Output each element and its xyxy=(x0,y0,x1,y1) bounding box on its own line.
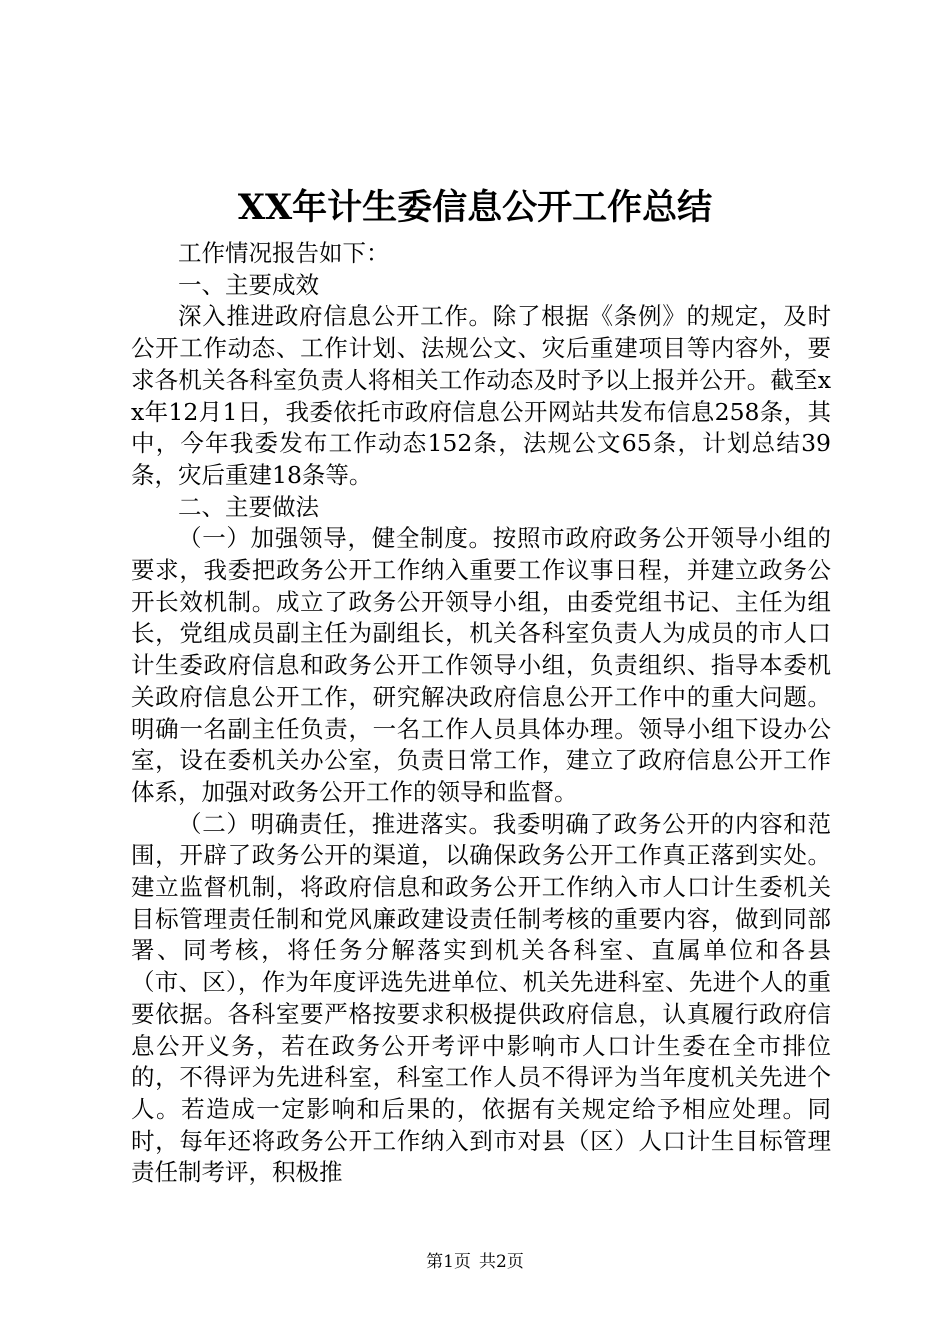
section-heading-results: 一、主要成效 xyxy=(178,270,319,299)
document-body xyxy=(131,238,831,1189)
paragraph-results: 深入推进政府信息公开工作。除了根据《条例》的规定，及时公开工作动态、工作计划、法规公文、灾后重建项目等内容外，要求各机关各科室负责人将相关工作动态及时予以上报并公开。截至xx年12月1日，我委依托市政府信息公开网站共发布信息258条，其中，今年我委发布工作动态152条，法规公文65条，计划总结39条，灾后重建18条等。 xyxy=(131,302,831,489)
page-footer xyxy=(0,1250,950,1274)
paragraph-intro: 工作情况报告如下： xyxy=(178,239,390,267)
page-number: 第1页 xyxy=(426,1252,471,1272)
document-title: XX年计生委信息公开工作总结 xyxy=(237,187,713,228)
section-heading-methods: 二、主要做法 xyxy=(178,492,319,521)
paragraph-method-1: （一）加强领导，健全制度。按照市政府政务公开领导小组的要求，我委把政务公开工作纳入重要工作议事日程，并建立政务公开长效机制。成立了政务公开领导小组，由委党组书记、主任为组长，党组成员副主任为副组长，机关各科室负责人为成员的市人口计生委政府信息和政务公开工作领导小组，负责组织、指导本委机关政府信息公开工作，研究解决政府信息公开工作中的重大问题。明确一名副主任负责，一名工作人员具体办理。领导小组下设办公室，设在委机关办公室，负责日常工作，建立了政府信息公开工作体系，加强对政务公开工作的领导和监督。 xyxy=(131,524,831,806)
page-total: 共2页 xyxy=(479,1252,524,1272)
paragraph-method-2: （二）明确责任，推进落实。我委明确了政务公开的内容和范围，开辟了政务公开的渠道，以确保政务公开工作真正落到实处。建立监督机制，将政府信息和政务公开工作纳入市人口计生委机关目标管理责任制和党风廉政建设责任制考核的重要内容，做到同部署、同考核，将任务分解落实到机关各科室、直属单位和各县（市、区），作为年度评选先进单位、机关先进科室、先进个人的重要依据。各科室要严格按要求积极提供政府信息，认真履行政府信息公开义务，若在政务公开考评中影响市人口计生委在全市排位的，不得评为先进科室，科室工作人员不得评为当年度机关先进个人。若造成一定影响和后果的，依据有关规定给予相应处理。同时，每年还将政务公开工作纳入到市对县（区）人口计生目标管理责任制考评，积极推 xyxy=(131,809,831,1187)
